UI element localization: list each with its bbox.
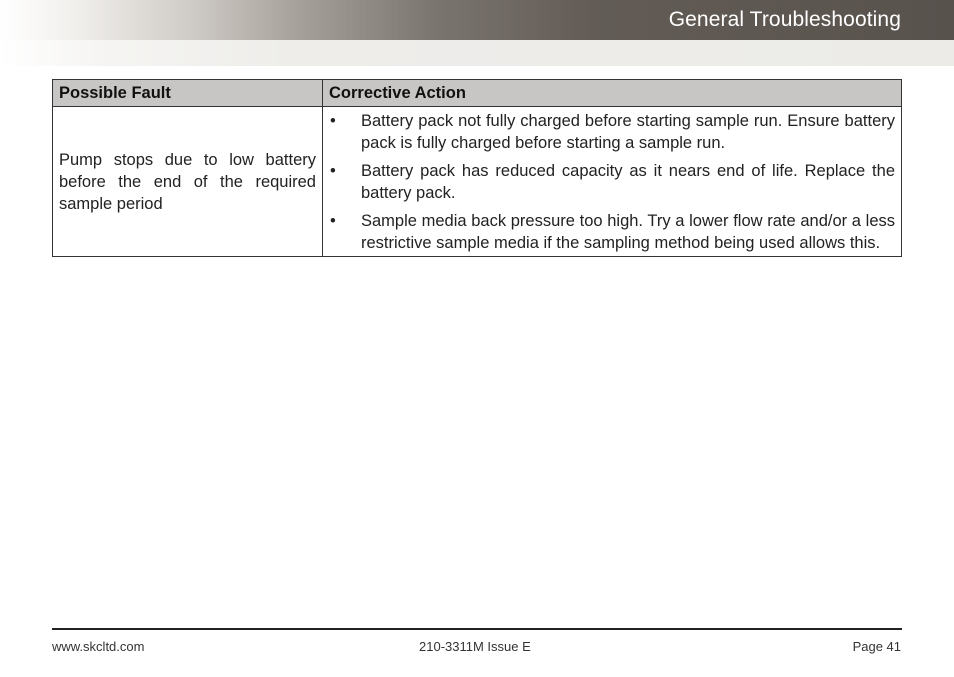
action-item [329,210,895,254]
table-header-row [53,80,902,107]
bullet-icon: • [330,112,336,130]
column-header-possible-fault: Possible Fault [53,80,323,107]
footer-divider [52,628,902,630]
action-text: Battery pack has reduced capacity as it nears end of life. Replace the battery pack. [361,162,895,202]
action-item [329,160,895,204]
action-item [329,110,895,154]
troubleshooting-table [52,79,902,257]
header-strip [0,40,954,66]
table-row [53,107,902,257]
header-band [0,0,954,40]
column-header-corrective-action: Corrective Action [323,80,902,107]
footer-website: www.skcltd.com [52,639,145,654]
page-title: General Troubleshooting [668,8,901,31]
action-cell [323,107,902,257]
bullet-icon: • [330,212,336,230]
action-text: Sample media back pressure too high. Try a lower flow rate and/or a less restrictive sample media if the sampling method being used allows this. [361,212,895,252]
footer-document-number: 210-3311M Issue E [419,639,531,654]
action-list [329,110,895,254]
footer-page-number: Page 41 [852,639,901,654]
action-text: Battery pack not fully charged before starting sample run. Ensure battery pack is fully charged before starting a sample run. [361,112,895,152]
fault-cell: Pump stops due to low battery before the end of the required sample period [53,107,323,257]
bullet-icon: • [330,162,336,180]
